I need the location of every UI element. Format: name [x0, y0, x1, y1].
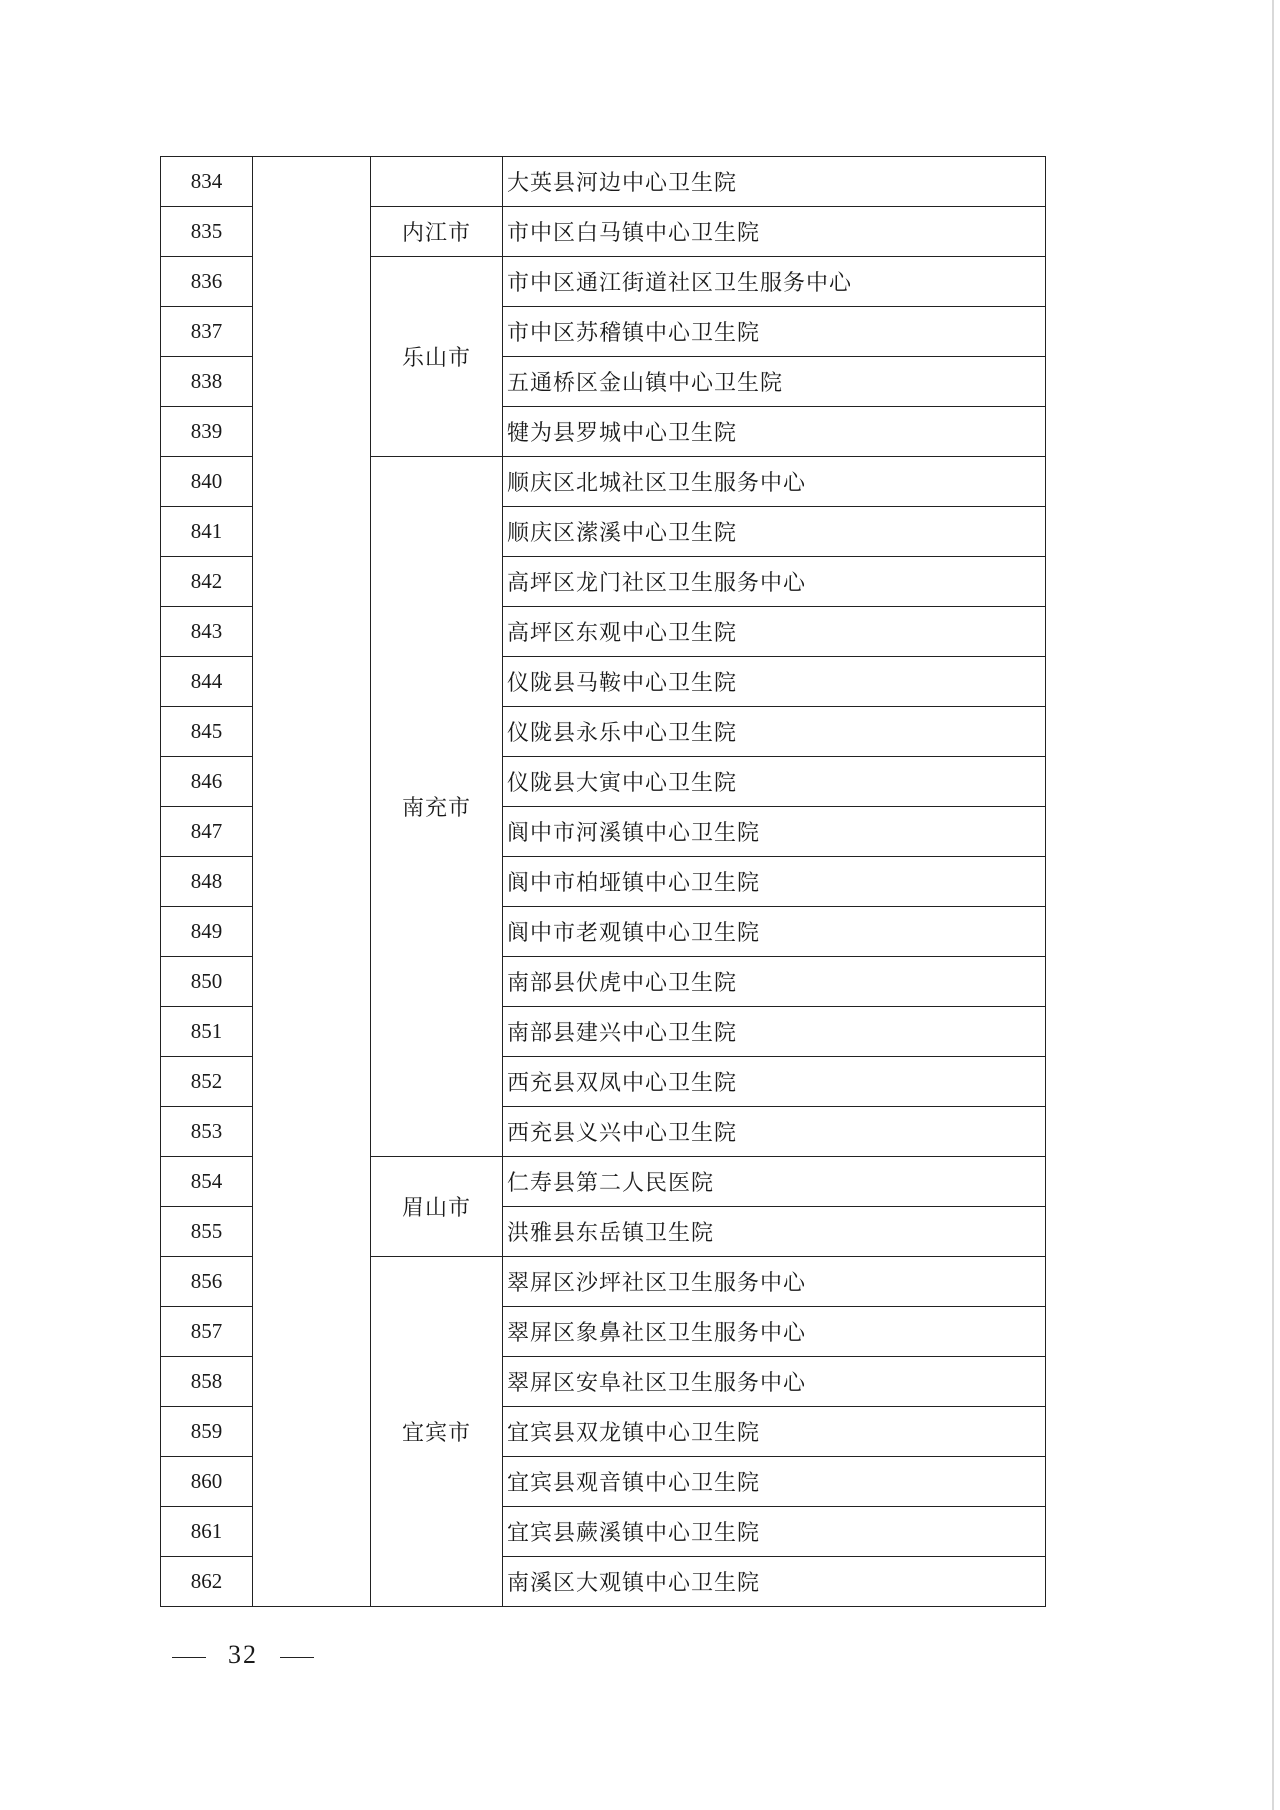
row-number: 849: [161, 907, 253, 957]
institution-name: 南部县伏虎中心卫生院: [503, 957, 1046, 1007]
hospital-table: [160, 156, 1045, 1607]
city-cell: 眉山市: [371, 1157, 503, 1257]
institution-name: 高坪区东观中心卫生院: [503, 607, 1046, 657]
institution-name: 大英县河边中心卫生院: [503, 157, 1046, 207]
row-number: 845: [161, 707, 253, 757]
row-number: 835: [161, 207, 253, 257]
institution-name: 仪陇县永乐中心卫生院: [503, 707, 1046, 757]
institution-name: 阆中市老观镇中心卫生院: [503, 907, 1046, 957]
city-cell: 内江市: [371, 207, 503, 257]
row-number: 848: [161, 857, 253, 907]
city-cell: 乐山市: [371, 257, 503, 457]
row-number: 859: [161, 1407, 253, 1457]
institution-name: 西充县双凤中心卫生院: [503, 1057, 1046, 1107]
page-number: 32: [228, 1640, 258, 1669]
row-number: 836: [161, 257, 253, 307]
row-number: 844: [161, 657, 253, 707]
row-number: 838: [161, 357, 253, 407]
row-number: 851: [161, 1007, 253, 1057]
institution-name: 犍为县罗城中心卫生院: [503, 407, 1046, 457]
city-cell: [371, 157, 503, 207]
province-cell: [253, 157, 371, 1607]
row-number: 839: [161, 407, 253, 457]
row-number: 861: [161, 1507, 253, 1557]
institution-name: 宜宾县观音镇中心卫生院: [503, 1457, 1046, 1507]
row-number: 852: [161, 1057, 253, 1107]
row-number: 846: [161, 757, 253, 807]
row-number: 857: [161, 1307, 253, 1357]
institution-name: 五通桥区金山镇中心卫生院: [503, 357, 1046, 407]
institution-name: 阆中市河溪镇中心卫生院: [503, 807, 1046, 857]
city-cell: 宜宾市: [371, 1257, 503, 1607]
row-number: 847: [161, 807, 253, 857]
institution-name: 洪雅县东岳镇卫生院: [503, 1207, 1046, 1257]
row-number: 860: [161, 1457, 253, 1507]
page-footer: [172, 1640, 314, 1670]
row-number: 855: [161, 1207, 253, 1257]
institution-name: 顺庆区潆溪中心卫生院: [503, 507, 1046, 557]
row-number: 853: [161, 1107, 253, 1157]
institution-name: 翠屏区沙坪社区卫生服务中心: [503, 1257, 1046, 1307]
city-cell: 南充市: [371, 457, 503, 1157]
institution-name: 仪陇县马鞍中心卫生院: [503, 657, 1046, 707]
row-number: 843: [161, 607, 253, 657]
institution-name: 市中区通江街道社区卫生服务中心: [503, 257, 1046, 307]
row-number: 862: [161, 1557, 253, 1607]
row-number: 841: [161, 507, 253, 557]
institution-name: 仪陇县大寅中心卫生院: [503, 757, 1046, 807]
row-number: 834: [161, 157, 253, 207]
institution-name: 顺庆区北城社区卫生服务中心: [503, 457, 1046, 507]
institution-name: 南溪区大观镇中心卫生院: [503, 1557, 1046, 1607]
institution-name: 宜宾县蕨溪镇中心卫生院: [503, 1507, 1046, 1557]
institution-name: 翠屏区安阜社区卫生服务中心: [503, 1357, 1046, 1407]
scan-edge-line: [1272, 0, 1274, 1810]
row-number: 837: [161, 307, 253, 357]
institution-name: 阆中市柏垭镇中心卫生院: [503, 857, 1046, 907]
table-row: [161, 157, 1046, 207]
institution-name: 翠屏区象鼻社区卫生服务中心: [503, 1307, 1046, 1357]
institution-name: 西充县义兴中心卫生院: [503, 1107, 1046, 1157]
row-number: 850: [161, 957, 253, 1007]
row-number: 842: [161, 557, 253, 607]
row-number: 840: [161, 457, 253, 507]
row-number: 854: [161, 1157, 253, 1207]
institution-name: 市中区白马镇中心卫生院: [503, 207, 1046, 257]
row-number: 858: [161, 1357, 253, 1407]
footer-dash-left: [172, 1657, 206, 1658]
institution-name: 市中区苏稽镇中心卫生院: [503, 307, 1046, 357]
row-number: 856: [161, 1257, 253, 1307]
footer-dash-right: [280, 1657, 314, 1658]
institution-name: 宜宾县双龙镇中心卫生院: [503, 1407, 1046, 1457]
institution-name: 南部县建兴中心卫生院: [503, 1007, 1046, 1057]
institution-name: 仁寿县第二人民医院: [503, 1157, 1046, 1207]
institution-name: 高坪区龙门社区卫生服务中心: [503, 557, 1046, 607]
